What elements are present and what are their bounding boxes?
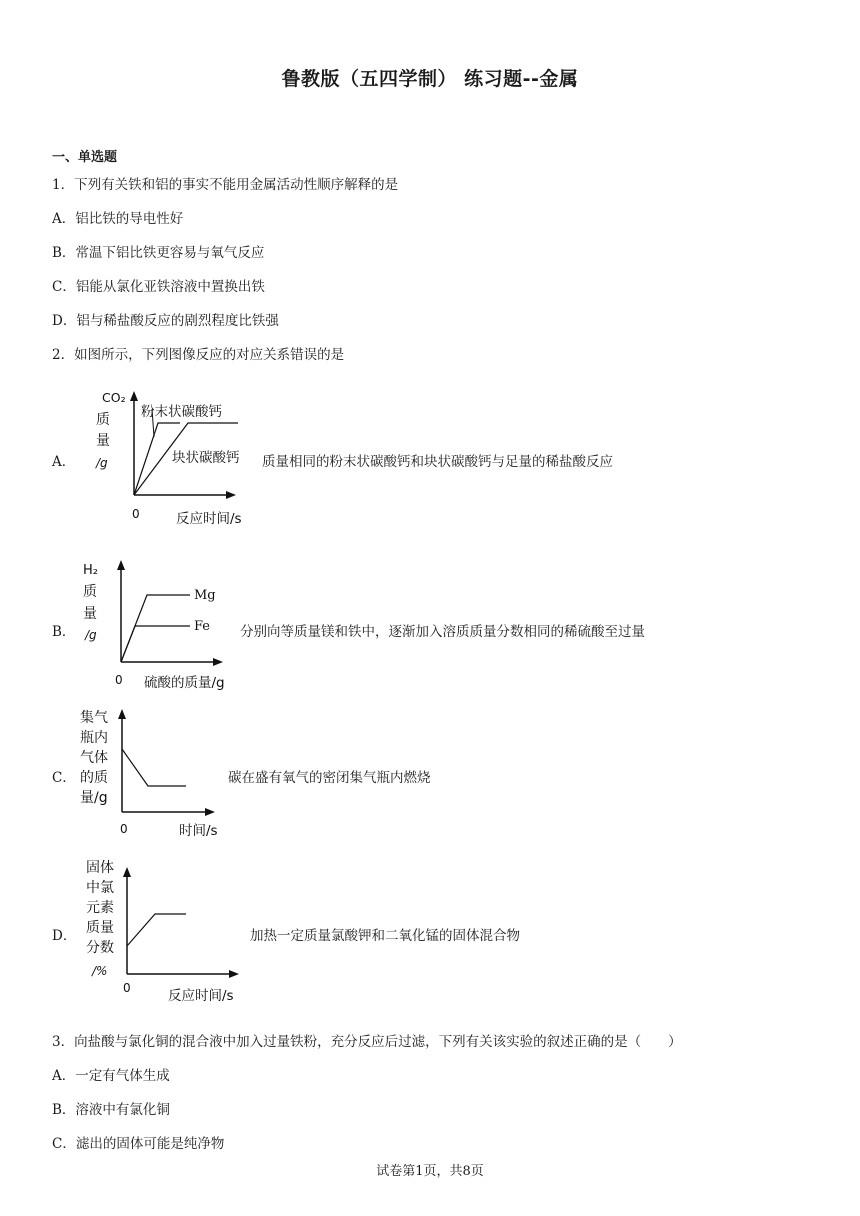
- graph-b-ylabel-1: H₂: [83, 563, 98, 578]
- question-2-option-a-text: 质量相同的粉末状碳酸钙和块状碳酸钙与足量的稀盐酸反应: [262, 454, 613, 470]
- graph-c-x-arrow: [205, 808, 215, 816]
- graph-a-x-arrow: [226, 491, 236, 499]
- question-3-stem: 3．向盐酸与氯化铜的混合液中加入过量铁粉，充分反应后过滤，下列有关该实验的叙述正确的是（ ）: [52, 1034, 682, 1050]
- graph-d-ylabel-3: 元素: [86, 900, 114, 916]
- graph-d-xlabel: 反应时间/s: [168, 988, 234, 1004]
- graph-a-ylabel-3: 量: [96, 433, 110, 449]
- question-2-option-c-text: 碳在盛有氧气的密闭集气瓶内燃烧: [228, 770, 431, 786]
- question-2-stem: 2．如图所示，下列图像反应的对应关系错误的是: [52, 347, 345, 363]
- graph-b-fe-line: [121, 626, 190, 662]
- page-title: 鲁教版（五四学制） 练习题--金属: [281, 68, 579, 90]
- question-2-option-a-letter: A．: [52, 454, 76, 470]
- graph-d: [80, 852, 250, 1007]
- graph-c-ylabel-5: 量/g: [80, 790, 108, 806]
- graph-a: [80, 385, 260, 533]
- question-1-option-c: C．铝能从氯化亚铁溶液中置换出铁: [52, 279, 265, 295]
- graph-c-xlabel: 时间/s: [179, 823, 218, 839]
- question-1-option-b: B．常温下铝比铁更容易与氧气反应: [52, 245, 265, 261]
- question-1-option-a: A．铝比铁的导电性好: [52, 211, 184, 227]
- graph-b-ylabel-2: 质: [83, 584, 97, 600]
- question-2-option-b-letter: B．: [52, 624, 76, 640]
- graph-b-x-arrow: [213, 658, 223, 666]
- graph-c-y-arrow: [118, 709, 126, 719]
- question-2-option-d-letter: D．: [52, 928, 77, 944]
- graph-d-ylabel-4: 质量: [86, 920, 114, 936]
- graph-b-series-fe: Fe: [194, 619, 211, 634]
- graph-a-series-lump: 块状碳酸钙: [172, 450, 240, 466]
- graph-a-ylabel-4: /g: [96, 456, 108, 470]
- graph-b-xlabel: 硫酸的质量/g: [144, 675, 225, 691]
- question-1-option-d: D．铝与稀盐酸反应的剧烈程度比铁强: [52, 313, 279, 329]
- graph-c-origin: 0: [120, 822, 128, 836]
- section-heading: 一、单选题: [52, 150, 118, 165]
- question-2-option-d-text: 加热一定质量氯酸钾和二氧化锰的固体混合物: [250, 928, 520, 944]
- question-3-option-a: A．一定有气体生成: [52, 1068, 170, 1084]
- graph-d-ylabel-6: /%: [92, 964, 108, 978]
- graph-d-fraction-line: [127, 914, 186, 946]
- graph-c-ylabel-4: 的质: [80, 770, 108, 786]
- question-2-option-c-letter: C．: [52, 770, 76, 786]
- question-2-option-b-text: 分别向等质量镁和铁中，逐渐加入溶质质量分数相同的稀硫酸至过量: [240, 624, 645, 640]
- graph-a-y-arrow: [130, 391, 138, 401]
- graph-d-ylabel-5: 分数: [86, 940, 114, 956]
- graph-d-x-arrow: [229, 970, 239, 978]
- graph-d-origin: 0: [123, 981, 131, 995]
- question-3-option-b: B．溶液中有氯化铜: [52, 1102, 170, 1118]
- graph-d-ylabel-2: 中氯: [86, 880, 114, 896]
- page-footer: 试卷第1页，共8页: [376, 1164, 484, 1179]
- graph-a-series-powder: 粉末状碳酸钙: [141, 404, 222, 420]
- graph-c-ylabel-1: 集气: [80, 710, 108, 726]
- graph-c: [78, 702, 238, 842]
- graph-c-ylabel-2: 瓶内: [80, 730, 108, 746]
- graph-b-y-arrow: [117, 560, 125, 570]
- question-1-stem: 1．下列有关铁和铝的事实不能用金属活动性顺序解释的是: [52, 177, 399, 193]
- graph-c-mass-line: [122, 749, 186, 786]
- graph-d-ylabel-1: 固体: [86, 860, 114, 876]
- graph-b-ylabel-3: 量: [83, 606, 97, 622]
- graph-b-ylabel-4: /g: [85, 628, 97, 642]
- graph-a-origin: 0: [132, 507, 140, 521]
- graph-a-xlabel: 反应时间/s: [176, 511, 242, 527]
- graph-d-y-arrow: [123, 867, 131, 877]
- question-3-option-c: C．滤出的固体可能是纯净物: [52, 1136, 225, 1152]
- graph-c-ylabel-3: 气体: [80, 750, 108, 766]
- graph-b-origin: 0: [115, 673, 123, 687]
- graph-b-series-mg: Mg: [194, 588, 216, 603]
- graph-a-ylabel-1: CO₂: [102, 390, 126, 405]
- graph-a-ylabel-2: 质: [96, 412, 110, 428]
- graph-b-mg-line: [121, 595, 190, 662]
- graph-b: [80, 555, 245, 693]
